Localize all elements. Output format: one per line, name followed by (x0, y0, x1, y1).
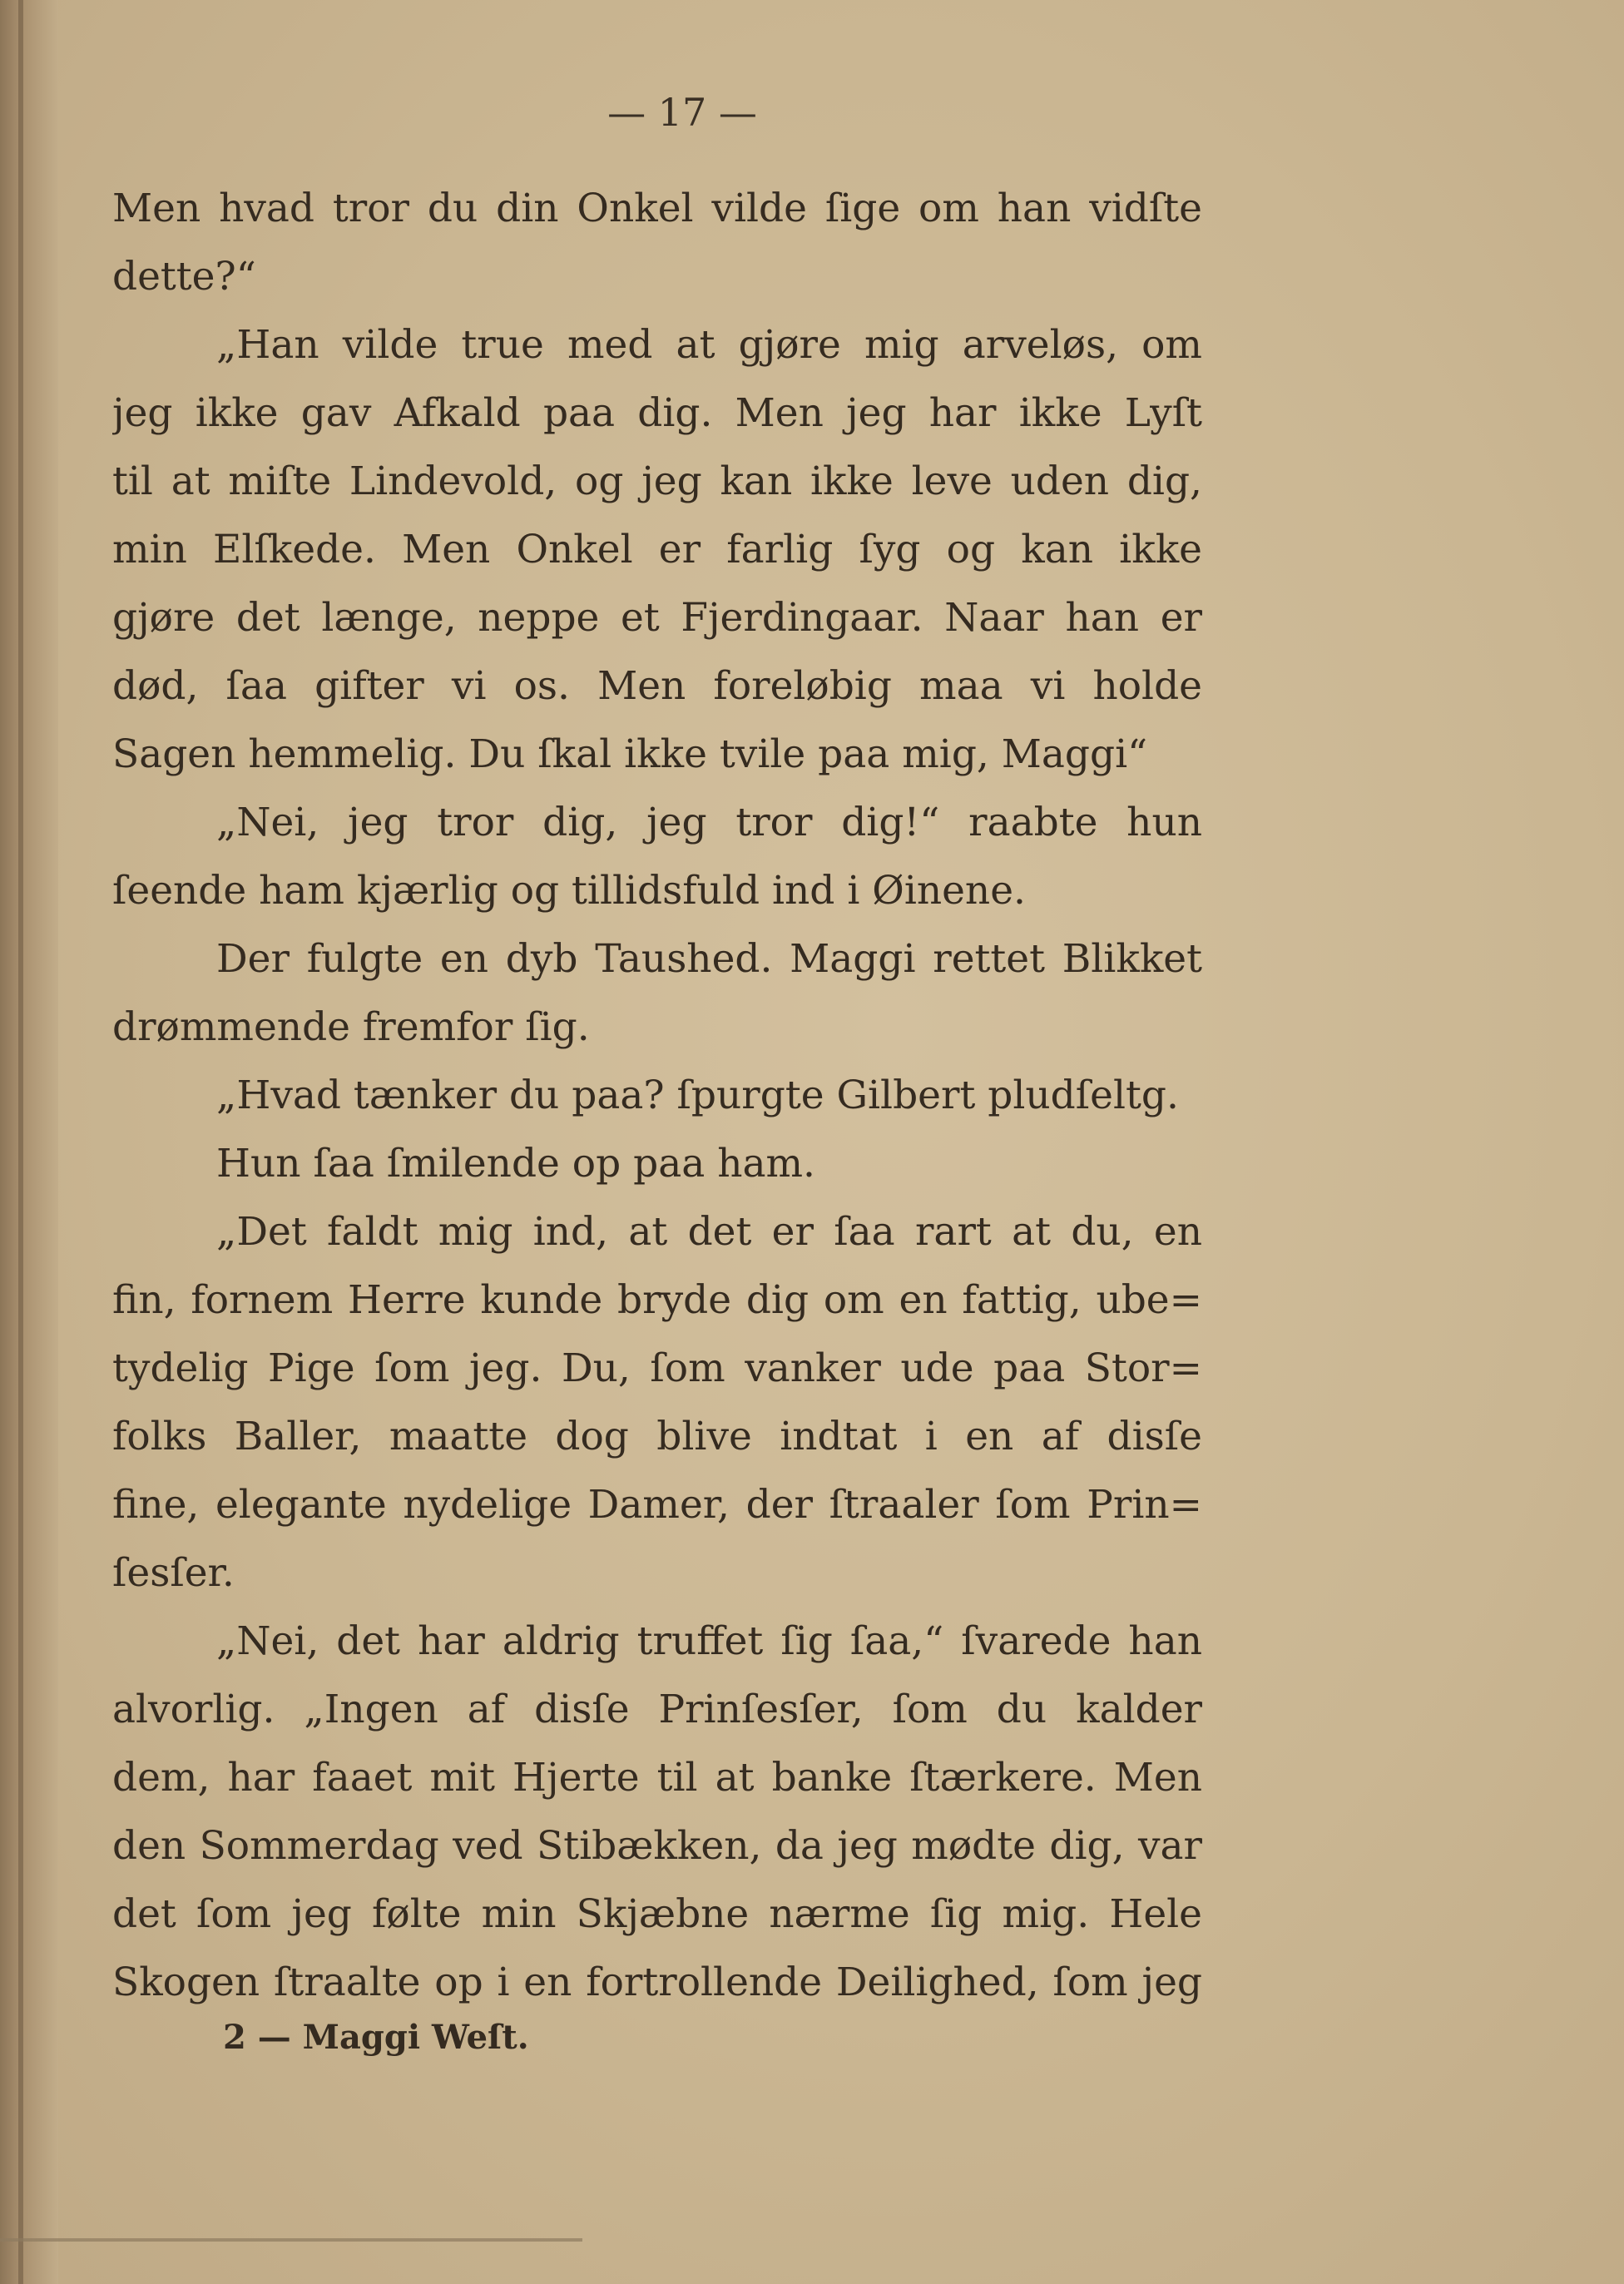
text-line: død, ſaa gifter vi os. Men foreløbig maa vi holde (112, 663, 1202, 709)
text-line: „Det faldt mig ind, at det er ſaa rart at du, en (216, 1209, 1202, 1255)
text-line: til at miſte Lindevold, og jeg kan ikke leve uden dig, (112, 458, 1202, 504)
page-bottom-edge (0, 2238, 582, 2242)
signature-line: 2 — Maggi Weſt. (223, 2018, 529, 2057)
text-line: Skogen ſtraalte op i en fortrollende Deilighed, ſom jeg (112, 1959, 1202, 2005)
text-line: Hun ſaa ſmilende op paa ham. (216, 1141, 815, 1187)
page-binding (0, 0, 58, 2284)
text-line: alvorlig. „Ingen af disſe Prinſesſer, ſom du kalder (112, 1687, 1202, 1732)
text-line: den Sommerdag ved Stibækken, da jeg mødte dig, var (112, 1823, 1202, 1869)
text-line: det ſom jeg følte min Skjæbne nærme ſig mig. Hele (112, 1891, 1202, 1937)
text-line: „Nei, det har aldrig truffet ſig ſaa,“ ſvarede han (216, 1618, 1202, 1664)
text-line: Sagen hemmelig. Du ſkal ikke tvile paa mig, Maggi“ (112, 731, 1148, 777)
text-line: drømmende fremfor ſig. (112, 1004, 590, 1050)
text-line: min Elſkede. Men Onkel er farlig ſyg og kan ikke (112, 527, 1202, 572)
page-number: — 17 — (607, 90, 757, 135)
binding-edge (18, 0, 23, 2284)
body-text (112, 175, 1202, 2017)
text-line: dem, har faaet mit Hjerte til at banke ſtærkere. Men (112, 1755, 1202, 1801)
text-line: fin, fornem Herre kunde bryde dig om en fattig, ube= (112, 1277, 1202, 1323)
text-line: folks Baller, maatte dog blive indtat i en af disſe (112, 1414, 1202, 1459)
text-line: „Han vilde true med at gjøre mig arveløs, om (216, 322, 1202, 368)
text-line: „Nei, jeg tror dig, jeg tror dig!“ raabte hun (216, 800, 1202, 845)
text-line: Der fulgte en dyb Taushed. Maggi rettet Blikket (216, 936, 1202, 982)
text-line: ſesſer. (112, 1550, 235, 1596)
text-line: ſeende ham kjærlig og tillidsfuld ind i Øinene. (112, 868, 1026, 914)
text-line: dette?“ (112, 254, 256, 300)
text-line: Men hvad tror du din Onkel vilde ſige om han vidſte (112, 186, 1202, 231)
text-line: tydelig Pige ſom jeg. Du, ſom vanker ude paa Stor= (112, 1345, 1202, 1391)
text-line: „Hvad tænker du paa? ſpurgte Gilbert pludſeltg. (216, 1073, 1179, 1118)
text-line: gjøre det længe, neppe et Fjerdingaar. Naar han er (112, 595, 1202, 641)
text-line: jeg ikke gav Afkald paa dig. Men jeg har ikke Lyſt (112, 390, 1202, 436)
text-line: fine, elegante nydelige Damer, der ſtraaler ſom Prin= (112, 1482, 1202, 1528)
